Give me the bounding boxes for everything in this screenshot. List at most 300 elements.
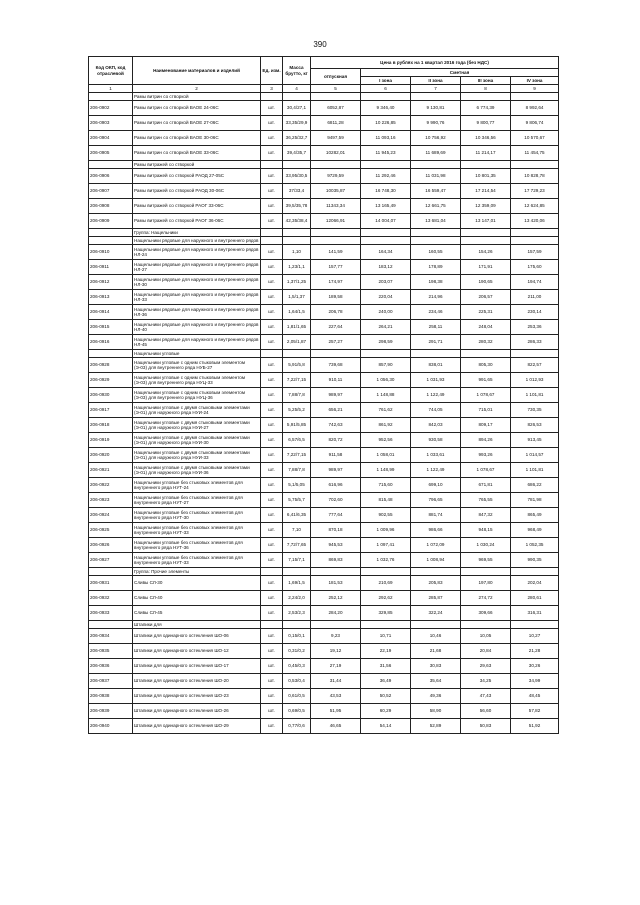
row-zone-2-price: 1 031,93 — [411, 373, 461, 388]
row-zone-2-price: 322,24 — [411, 606, 461, 621]
row-zone-1-price: 220,04 — [361, 290, 411, 305]
row-zone-1-price: 10 226,85 — [361, 116, 411, 131]
row-name: Нащельники рядовые для наружного и внутреннего рядов НЛ-30 — [133, 275, 261, 290]
row-mass: 5,25/5,2 — [283, 403, 311, 418]
row-mass: 37/33,4 — [283, 184, 311, 199]
row-unit: шт. — [261, 418, 283, 433]
row-zone-2-price: 198,38 — [411, 275, 461, 290]
table-row — [89, 388, 559, 403]
group-empty-cell — [411, 350, 461, 358]
row-release-price: 10035,87 — [311, 184, 361, 199]
header-mass: Масса брутто, кг — [283, 57, 311, 85]
group-code-cell — [89, 621, 133, 629]
row-unit: шт. — [261, 290, 283, 305]
row-zone-4-price: 686,22 — [511, 478, 559, 493]
row-unit: шт. — [261, 719, 283, 734]
row-name: Штапики для одинарного остекления ШО-12 — [133, 644, 261, 659]
table-row — [89, 576, 559, 591]
row-zone-2-price: 796,65 — [411, 493, 461, 508]
group-empty-cell — [511, 621, 559, 629]
row-zone-4-price: 34,99 — [511, 674, 559, 689]
row-unit: шт. — [261, 576, 283, 591]
table-row — [89, 659, 559, 674]
row-zone-3-price: 1 030,24 — [461, 538, 511, 553]
column-index: 5 — [311, 85, 361, 93]
group-heading-row — [89, 229, 559, 237]
row-release-price: 869,83 — [311, 553, 361, 568]
group-empty-cell — [261, 350, 283, 358]
row-code: 206-0903 — [89, 116, 133, 131]
table-row — [89, 245, 559, 260]
row-zone-1-price: 292,62 — [361, 591, 411, 606]
row-zone-4-price: 286,33 — [511, 335, 559, 350]
row-name: Нащельники угловые с одним стыковым элементом (Э-03) для внутреннего ряда НУЦ-36 — [133, 388, 261, 403]
group-empty-cell — [511, 161, 559, 169]
group-heading: Штапики для — [133, 621, 261, 629]
row-zone-4-price: 913,45 — [511, 433, 559, 448]
table-row — [89, 214, 559, 229]
table-row — [89, 448, 559, 463]
row-name: Нащельники рядовые для наружного и внутреннего рядов НЛ-40 — [133, 320, 261, 335]
table-row — [89, 704, 559, 719]
row-mass: 7,10 — [283, 523, 311, 538]
row-zone-3-price: 206,57 — [461, 290, 511, 305]
row-name: Нащельники угловые без стыковых элементов для внутреннего ряда НУТ-36 — [133, 538, 261, 553]
row-release-price: 989,97 — [311, 388, 361, 403]
row-zone-2-price: 1 072,09 — [411, 538, 461, 553]
row-zone-4-price: 826,53 — [511, 418, 559, 433]
row-mass: 42,35/38,4 — [283, 214, 311, 229]
row-mass: 1,5/1,37 — [283, 290, 311, 305]
row-zone-3-price: 197,80 — [461, 576, 511, 591]
row-mass: 1,23/1,1 — [283, 260, 311, 275]
row-name: Сливы СЛ-45 — [133, 606, 261, 621]
row-zone-4-price: 1 014,57 — [511, 448, 559, 463]
row-unit: шт. — [261, 463, 283, 478]
group-heading: Нащельники рядовые для наружного и внутреннего рядов — [134, 237, 259, 243]
row-zone-3-price: 10 801,35 — [461, 169, 511, 184]
table-row — [89, 358, 559, 373]
row-zone-4-price: 781,98 — [511, 493, 559, 508]
row-zone-1-price: 36,49 — [361, 674, 411, 689]
row-mass: 7,88/7,8 — [283, 388, 311, 403]
group-code-cell — [89, 568, 133, 576]
row-code: 206-0920 — [89, 448, 133, 463]
row-mass: 0,61/0,5 — [283, 689, 311, 704]
group-empty-cell — [283, 621, 311, 629]
group-empty-cell — [461, 93, 511, 101]
column-index: 2 — [133, 85, 261, 93]
row-zone-2-price: 160,55 — [411, 245, 461, 260]
row-name: Нащельники угловые без стыковых элементов для внутреннего ряда НУТ-27 — [133, 493, 261, 508]
row-zone-1-price: 861,92 — [361, 418, 411, 433]
row-release-price: 141,59 — [311, 245, 361, 260]
table-row — [89, 184, 559, 199]
row-release-price: 9497,59 — [311, 131, 361, 146]
group-empty-cell — [283, 93, 311, 101]
row-zone-4-price: 10 828,78 — [511, 169, 559, 184]
row-zone-1-price: 240,00 — [361, 305, 411, 320]
row-release-price: 945,53 — [311, 538, 361, 553]
table-row — [89, 538, 559, 553]
row-release-price: 6811,28 — [311, 116, 361, 131]
row-code: 206-0940 — [89, 719, 133, 734]
row-zone-2-price: 30,83 — [411, 659, 461, 674]
row-mass: 0,45/0,3 — [283, 659, 311, 674]
row-zone-4-price: 9 806,74 — [511, 116, 559, 131]
row-release-price: 616,96 — [311, 478, 361, 493]
row-zone-3-price: 969,55 — [461, 553, 511, 568]
table-row — [89, 101, 559, 116]
row-mass: 0,53/0,4 — [283, 674, 311, 689]
row-zone-3-price: 671,81 — [461, 478, 511, 493]
row-zone-4-price: 230,14 — [511, 305, 559, 320]
row-code: 206-0937 — [89, 674, 133, 689]
row-name: Штапики для одинарного остекления ШО-06 — [133, 629, 261, 644]
column-index: 3 — [261, 85, 283, 93]
group-empty-cell — [311, 568, 361, 576]
row-zone-1-price: 50,52 — [361, 689, 411, 704]
row-name: Нащельники рядовые для наружного и внутреннего рядов НЛ-24 — [133, 245, 261, 260]
group-empty-cell — [411, 93, 461, 101]
row-code: 206-0902 — [89, 101, 133, 116]
table-row — [89, 146, 559, 161]
group-empty-cell — [511, 568, 559, 576]
row-name: Сливы СЛ-30 — [133, 576, 261, 591]
row-zone-4-price: 730,35 — [511, 403, 559, 418]
row-unit: шт. — [261, 320, 283, 335]
row-name: Штапики для одинарного остекления ШО-17 — [133, 659, 261, 674]
group-empty-cell — [311, 229, 361, 237]
header-code: Код ОКП, код отраслевой — [89, 57, 133, 85]
row-zone-1-price: 11 945,23 — [361, 146, 411, 161]
row-unit: шт. — [261, 275, 283, 290]
row-zone-4-price: 10,27 — [511, 629, 559, 644]
group-empty-cell — [461, 161, 511, 169]
row-code: 206-0913 — [89, 290, 133, 305]
row-zone-1-price: 815,48 — [361, 493, 411, 508]
row-release-price: 9729,59 — [311, 169, 361, 184]
row-zone-3-price: 154,26 — [461, 245, 511, 260]
column-index: 1 — [89, 85, 133, 93]
group-code-cell — [89, 350, 133, 358]
row-zone-2-price: 744,05 — [411, 403, 461, 418]
row-release-price: 46,65 — [311, 719, 361, 734]
table-row — [89, 689, 559, 704]
row-release-price: 157,77 — [311, 260, 361, 275]
group-empty-cell — [261, 237, 283, 245]
row-zone-4-price: 990,35 — [511, 553, 559, 568]
row-release-price: 189,58 — [311, 290, 361, 305]
row-name: Нащельники угловые с двумя стыковыми элементами (Э-01) для наружного ряда НУИ-33 — [133, 448, 261, 463]
group-empty-cell — [411, 621, 461, 629]
row-unit: шт. — [261, 448, 283, 463]
row-unit: шт. — [261, 373, 283, 388]
row-code: 206-0938 — [89, 689, 133, 704]
row-zone-3-price: 991,65 — [461, 373, 511, 388]
row-zone-2-price: 9 130,81 — [411, 101, 461, 116]
row-unit: шт. — [261, 335, 283, 350]
row-release-price: 257,27 — [311, 335, 361, 350]
row-name: Рамы витрин со створкой ВАОЕ 33-06С — [133, 146, 261, 161]
group-empty-cell — [283, 350, 311, 358]
row-mass: 6,41/6,35 — [283, 508, 311, 523]
group-empty-cell — [361, 621, 411, 629]
row-zone-1-price: 329,85 — [361, 606, 411, 621]
row-zone-3-price: 309,66 — [461, 606, 511, 621]
table-row — [89, 508, 559, 523]
group-empty-cell — [511, 237, 559, 245]
row-mass: 33,35/29,9 — [283, 116, 311, 131]
row-code: 206-0921 — [89, 463, 133, 478]
row-zone-4-price: 1 012,93 — [511, 373, 559, 388]
table-row — [89, 290, 559, 305]
row-zone-1-price: 1 097,41 — [361, 538, 411, 553]
row-zone-3-price: 894,26 — [461, 433, 511, 448]
row-zone-4-price: 12 624,85 — [511, 199, 559, 214]
row-mass: 30,4/27,1 — [283, 101, 311, 116]
row-zone-1-price: 952,56 — [361, 433, 411, 448]
group-heading: Группа: Прочие элементы — [133, 568, 261, 576]
row-zone-2-price: 35,64 — [411, 674, 461, 689]
row-zone-1-price: 10,71 — [361, 629, 411, 644]
row-mass: 5,91/5,85 — [283, 418, 311, 433]
column-index: 7 — [411, 85, 461, 93]
row-code: 206-0904 — [89, 131, 133, 146]
group-empty-cell — [261, 568, 283, 576]
row-zone-3-price: 715,01 — [461, 403, 511, 418]
header-zone-4: IV зона — [511, 77, 559, 85]
row-zone-4-price: 175,60 — [511, 260, 559, 275]
row-unit: шт. — [261, 689, 283, 704]
row-zone-2-price: 11 031,98 — [411, 169, 461, 184]
group-empty-cell — [511, 93, 559, 101]
table-row — [89, 199, 559, 214]
row-zone-2-price: 178,89 — [411, 260, 461, 275]
row-mass: 5,91/5,8 — [283, 358, 311, 373]
group-heading: Нащельники угловые — [133, 350, 261, 358]
table-row — [89, 418, 559, 433]
row-zone-3-price: 20,84 — [461, 644, 511, 659]
row-zone-3-price: 56,60 — [461, 704, 511, 719]
group-empty-cell — [461, 621, 511, 629]
row-zone-4-price: 13 420,06 — [511, 214, 559, 229]
row-zone-2-price: 1 008,94 — [411, 553, 461, 568]
header-name: Наименование материалов и изделий — [133, 57, 261, 85]
row-unit: шт. — [261, 508, 283, 523]
row-mass: 5,75/5,7 — [283, 493, 311, 508]
row-name: Рамы витражей со створкой РАОГ 36-06С — [133, 214, 261, 229]
group-empty-cell — [311, 161, 361, 169]
header-zone-1: I зона — [361, 77, 411, 85]
row-name: Рамы витражей со створкой РАОГ 33-06С — [133, 199, 261, 214]
row-name: Рамы витрин со створкой ВАОЕ 24-06С — [133, 101, 261, 116]
group-empty-cell — [283, 229, 311, 237]
row-mass: 1,10 — [283, 245, 311, 260]
group-empty-cell — [311, 621, 361, 629]
row-mass: 7,72/7,65 — [283, 538, 311, 553]
row-name: Нащельники угловые без стыковых элементов для внутреннего ряда НУТ-33 — [133, 523, 261, 538]
row-zone-2-price: 881,74 — [411, 508, 461, 523]
row-code: 206-0916 — [89, 335, 133, 350]
row-unit: шт. — [261, 214, 283, 229]
group-empty-cell — [311, 350, 361, 358]
table-row — [89, 373, 559, 388]
header-price-title: Цена в рублях на 1 квартал 2016 года (без НДС) — [311, 57, 559, 69]
group-empty-cell — [283, 237, 311, 245]
row-zone-2-price: 13 681,04 — [411, 214, 461, 229]
row-release-price: 777,64 — [311, 508, 361, 523]
row-release-price: 12066,91 — [311, 214, 361, 229]
row-zone-4-price: 968,49 — [511, 523, 559, 538]
row-mass: 1,69/1,5 — [283, 576, 311, 591]
row-zone-1-price: 857,90 — [361, 358, 411, 373]
row-code: 206-0927 — [89, 553, 133, 568]
table-row — [89, 553, 559, 568]
row-name: Нащельники угловые с двумя стыковыми элементами (Э-01) для наружного ряда НУИ-27 — [133, 418, 261, 433]
row-zone-3-price: 280,32 — [461, 335, 511, 350]
group-heading-row — [89, 237, 559, 245]
table-row — [89, 320, 559, 335]
row-zone-4-price: 11 454,75 — [511, 146, 559, 161]
row-unit: шт. — [261, 199, 283, 214]
row-code: 206-0907 — [89, 184, 133, 199]
row-zone-1-price: 1 009,96 — [361, 523, 411, 538]
group-empty-cell — [411, 568, 461, 576]
group-empty-cell — [411, 229, 461, 237]
group-empty-cell — [461, 568, 511, 576]
row-mass: 39,5/35,78 — [283, 199, 311, 214]
row-zone-4-price: 30,26 — [511, 659, 559, 674]
row-mass: 7,88/7,8 — [283, 463, 311, 478]
row-name: Нащельники угловые с одним стыковым элементом (Э-03) для внутреннего ряда НУБ-27 — [133, 358, 261, 373]
row-zone-2-price: 12 661,75 — [411, 199, 461, 214]
row-unit: шт. — [261, 538, 283, 553]
row-name: Нащельники угловые без стыковых элементов для внутреннего ряда НУТ-24 — [133, 478, 261, 493]
header-estimate: Сметная — [361, 69, 559, 77]
row-zone-3-price: 50,83 — [461, 719, 511, 734]
row-zone-3-price: 274,72 — [461, 591, 511, 606]
column-index: 4 — [283, 85, 311, 93]
row-zone-1-price: 183,12 — [361, 260, 411, 275]
row-zone-2-price: 205,83 — [411, 576, 461, 591]
row-zone-2-price: 1 122,49 — [411, 463, 461, 478]
row-mass: 0,69/0,5 — [283, 704, 311, 719]
table-row — [89, 260, 559, 275]
header-zone-2: II зона — [411, 77, 461, 85]
group-empty-cell — [283, 568, 311, 576]
row-code: 206-0936 — [89, 659, 133, 674]
row-zone-1-price: 14 004,07 — [361, 214, 411, 229]
group-empty-cell — [261, 161, 283, 169]
row-code: 206-0906 — [89, 169, 133, 184]
row-unit: шт. — [261, 523, 283, 538]
table-row — [89, 606, 559, 621]
row-zone-4-price: 57,82 — [511, 704, 559, 719]
row-code: 206-0912 — [89, 275, 133, 290]
row-mass: 2,05/1,87 — [283, 335, 311, 350]
row-zone-4-price: 1 101,81 — [511, 463, 559, 478]
row-release-price: 252,12 — [311, 591, 361, 606]
row-zone-3-price: 248,04 — [461, 320, 511, 335]
row-name: Штапики для одинарного остекления ШО-26 — [133, 704, 261, 719]
row-code: 206-0910 — [89, 245, 133, 260]
row-zone-3-price: 809,17 — [461, 418, 511, 433]
row-mass: 33,95/30,5 — [283, 169, 311, 184]
row-zone-3-price: 1 078,67 — [461, 388, 511, 403]
row-name: Рамы витражей со створкой РАОД 27-05С — [133, 169, 261, 184]
group-empty-cell — [261, 229, 283, 237]
row-zone-2-price: 986,66 — [411, 523, 461, 538]
row-unit: шт. — [261, 704, 283, 719]
row-zone-1-price: 902,55 — [361, 508, 411, 523]
row-unit: шт. — [261, 116, 283, 131]
row-zone-2-price: 930,58 — [411, 433, 461, 448]
row-release-price: 19,12 — [311, 644, 361, 659]
row-name: Рамы витражей со створкой РАОД 30-06С — [133, 184, 261, 199]
row-zone-3-price: 17 214,54 — [461, 184, 511, 199]
row-mass: 0,15/0,1 — [283, 629, 311, 644]
row-code: 206-0922 — [89, 478, 133, 493]
row-code: 206-0911 — [89, 260, 133, 275]
group-heading: Рамы витрин со створкой — [133, 93, 261, 101]
row-zone-3-price: 34,25 — [461, 674, 511, 689]
group-code-cell — [89, 93, 133, 101]
row-zone-2-price: 10,46 — [411, 629, 461, 644]
row-zone-4-price: 17 729,23 — [511, 184, 559, 199]
row-zone-1-price: 9 346,40 — [361, 101, 411, 116]
row-unit: шт. — [261, 245, 283, 260]
group-empty-cell — [511, 229, 559, 237]
row-release-price: 11343,34 — [311, 199, 361, 214]
row-code: 206-0932 — [89, 591, 133, 606]
group-code-cell — [89, 161, 133, 169]
table-row — [89, 335, 559, 350]
row-code: 206-0914 — [89, 305, 133, 320]
group-empty-cell — [261, 621, 283, 629]
group-heading-row — [89, 93, 559, 101]
row-code: 206-0939 — [89, 704, 133, 719]
row-mass: 39,4/35,7 — [283, 146, 311, 161]
row-release-price: 284,20 — [311, 606, 361, 621]
row-unit: шт. — [261, 433, 283, 448]
header-release-price: отпускная — [311, 69, 361, 85]
row-zone-1-price: 203,07 — [361, 275, 411, 290]
row-zone-2-price: 258,11 — [411, 320, 461, 335]
row-zone-4-price: 194,74 — [511, 275, 559, 290]
row-mass: 7,15/7,1 — [283, 553, 311, 568]
row-zone-2-price: 9 990,76 — [411, 116, 461, 131]
row-zone-4-price: 1 101,81 — [511, 388, 559, 403]
row-zone-1-price: 1 058,01 — [361, 448, 411, 463]
group-empty-cell — [361, 350, 411, 358]
row-code: 206-0919 — [89, 433, 133, 448]
table-row — [89, 275, 559, 290]
row-name: Нащельники угловые без стыковых элементов для внутреннего ряда НУТ-30 — [133, 508, 261, 523]
row-code: 206-0915 — [89, 320, 133, 335]
row-mass: 36,25/32,7 — [283, 131, 311, 146]
row-zone-1-price: 54,14 — [361, 719, 411, 734]
table-row — [89, 131, 559, 146]
row-zone-2-price: 842,03 — [411, 418, 461, 433]
row-mass: 5,1/5,05 — [283, 478, 311, 493]
row-name: Нащельники рядовые для наружного и внутреннего рядов НЛ-36 — [133, 305, 261, 320]
row-unit: шт. — [261, 260, 283, 275]
row-zone-1-price: 1 148,99 — [361, 463, 411, 478]
row-name: Нащельники угловые с двумя стыковыми элементами (Э-01) для наружного ряда НУИ-36 — [133, 463, 261, 478]
table-row — [89, 403, 559, 418]
row-zone-4-price: 51,92 — [511, 719, 559, 734]
